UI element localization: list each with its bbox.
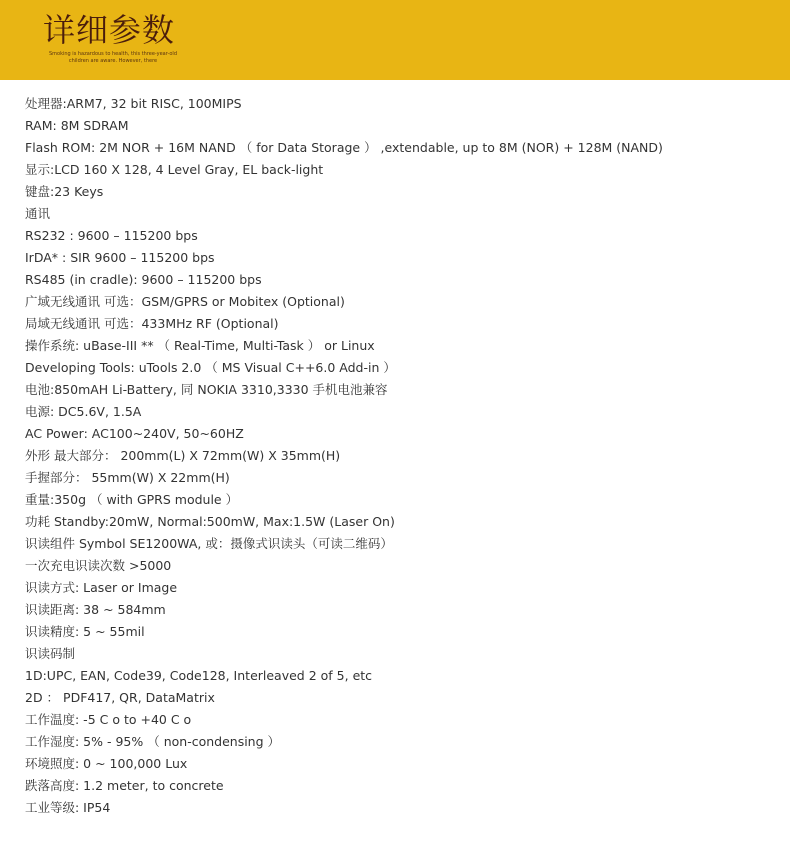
page-title: 详细参数 <box>43 11 176 49</box>
spec-line-power-consumption: 功耗 Standby:20mW, Normal:500mW, Max:1.5W (Laser On) <box>25 514 395 529</box>
spec-line-communication-heading: 通讯 <box>25 206 51 221</box>
spec-line-symbologies-heading: 识读码制 <box>25 646 76 661</box>
header-subtitle: Smoking is hazardous to health, this three-year-old children are aware. However, there <box>48 51 177 64</box>
spec-line-rs485: RS485 (in cradle): 9600 – 115200 bps <box>25 272 262 287</box>
spec-line-scan-resolution: 识读精度: 5 ~ 55mil <box>25 624 145 639</box>
spec-line-irda: IrDA* : SIR 9600 – 115200 bps <box>25 250 215 265</box>
spec-line-scans-per-charge: 一次充电识读次数 >5000 <box>25 558 172 573</box>
spec-list <box>25 93 785 819</box>
spec-line-grip-dimensions: 手握部分： 55mm(W) X 22mm(H) <box>25 470 230 485</box>
spec-line-operating-humidity: 工作湿度: 5% - 95% （ non-condensing ） <box>25 734 281 749</box>
spec-line-drop-height: 跌落高度: 1.2 meter, to concrete <box>25 778 224 793</box>
spec-line-keyboard: 键盘:23 Keys <box>25 184 104 199</box>
spec-line-lan-wireless: 局域无线通讯 可选：433MHz RF (Optional) <box>25 316 279 331</box>
spec-line-processor: 处理器:ARM7, 32 bit RISC, 100MIPS <box>25 96 242 111</box>
spec-line-operating-system: 操作系统: uBase-III ** （ Real-Time, Multi-Task ） or Linux <box>25 338 375 353</box>
spec-line-rs232: RS232 : 9600 – 115200 bps <box>25 228 198 243</box>
spec-line-power-supply: 电源: DC5.6V, 1.5A <box>25 404 142 419</box>
spec-line-scan-distance: 识读距离: 38 ~ 584mm <box>25 602 166 617</box>
spec-line-wan-wireless: 广域无线通讯 可选：GSM/GPRS or Mobitex (Optional) <box>25 294 345 309</box>
spec-line-developing-tools: Developing Tools: uTools 2.0 （ MS Visual C++6.0 Add-in ） <box>25 360 396 375</box>
spec-line-display: 显示:LCD 160 X 128, 4 Level Gray, EL back-light <box>25 162 324 177</box>
spec-line-ambient-light: 环境照度: 0 ~ 100,000 Lux <box>25 756 188 771</box>
spec-line-weight: 重量:350g （ with GPRS module ） <box>25 492 239 507</box>
spec-line-industrial-rating: 工业等级: IP54 <box>25 800 111 815</box>
spec-line-flash-rom: Flash ROM: 2M NOR + 16M NAND （ for Data Storage ） ,extendable, up to 8M (NOR) + 128M (NAND) <box>25 140 663 155</box>
spec-line-symbologies-2d: 2D ： PDF417, QR, DataMatrix <box>25 690 215 705</box>
spec-line-operating-temperature: 工作温度: -5 C o to +40 C o <box>25 712 192 727</box>
spec-line-battery: 电池:850mAH Li-Battery, 同 NOKIA 3310,3330 手机电池兼容 <box>25 382 388 397</box>
spec-line-dimensions: 外形 最大部分： 200mm(L) X 72mm(W) X 35mm(H) <box>25 448 341 463</box>
spec-line-symbologies-1d: 1D:UPC, EAN, Code39, Code128, Interleaved 2 of 5, etc <box>25 668 373 683</box>
spec-line-scan-engine: 识读组件 Symbol SE1200WA, 或：摄像式识读头（可读二维码） <box>25 536 393 551</box>
spec-line-scan-method: 识读方式: Laser or Image <box>25 580 178 595</box>
header-banner <box>0 0 790 80</box>
spec-line-ram: RAM: 8M SDRAM <box>25 118 129 133</box>
spec-line-ac-power: AC Power: AC100~240V, 50~60HZ <box>25 426 244 441</box>
